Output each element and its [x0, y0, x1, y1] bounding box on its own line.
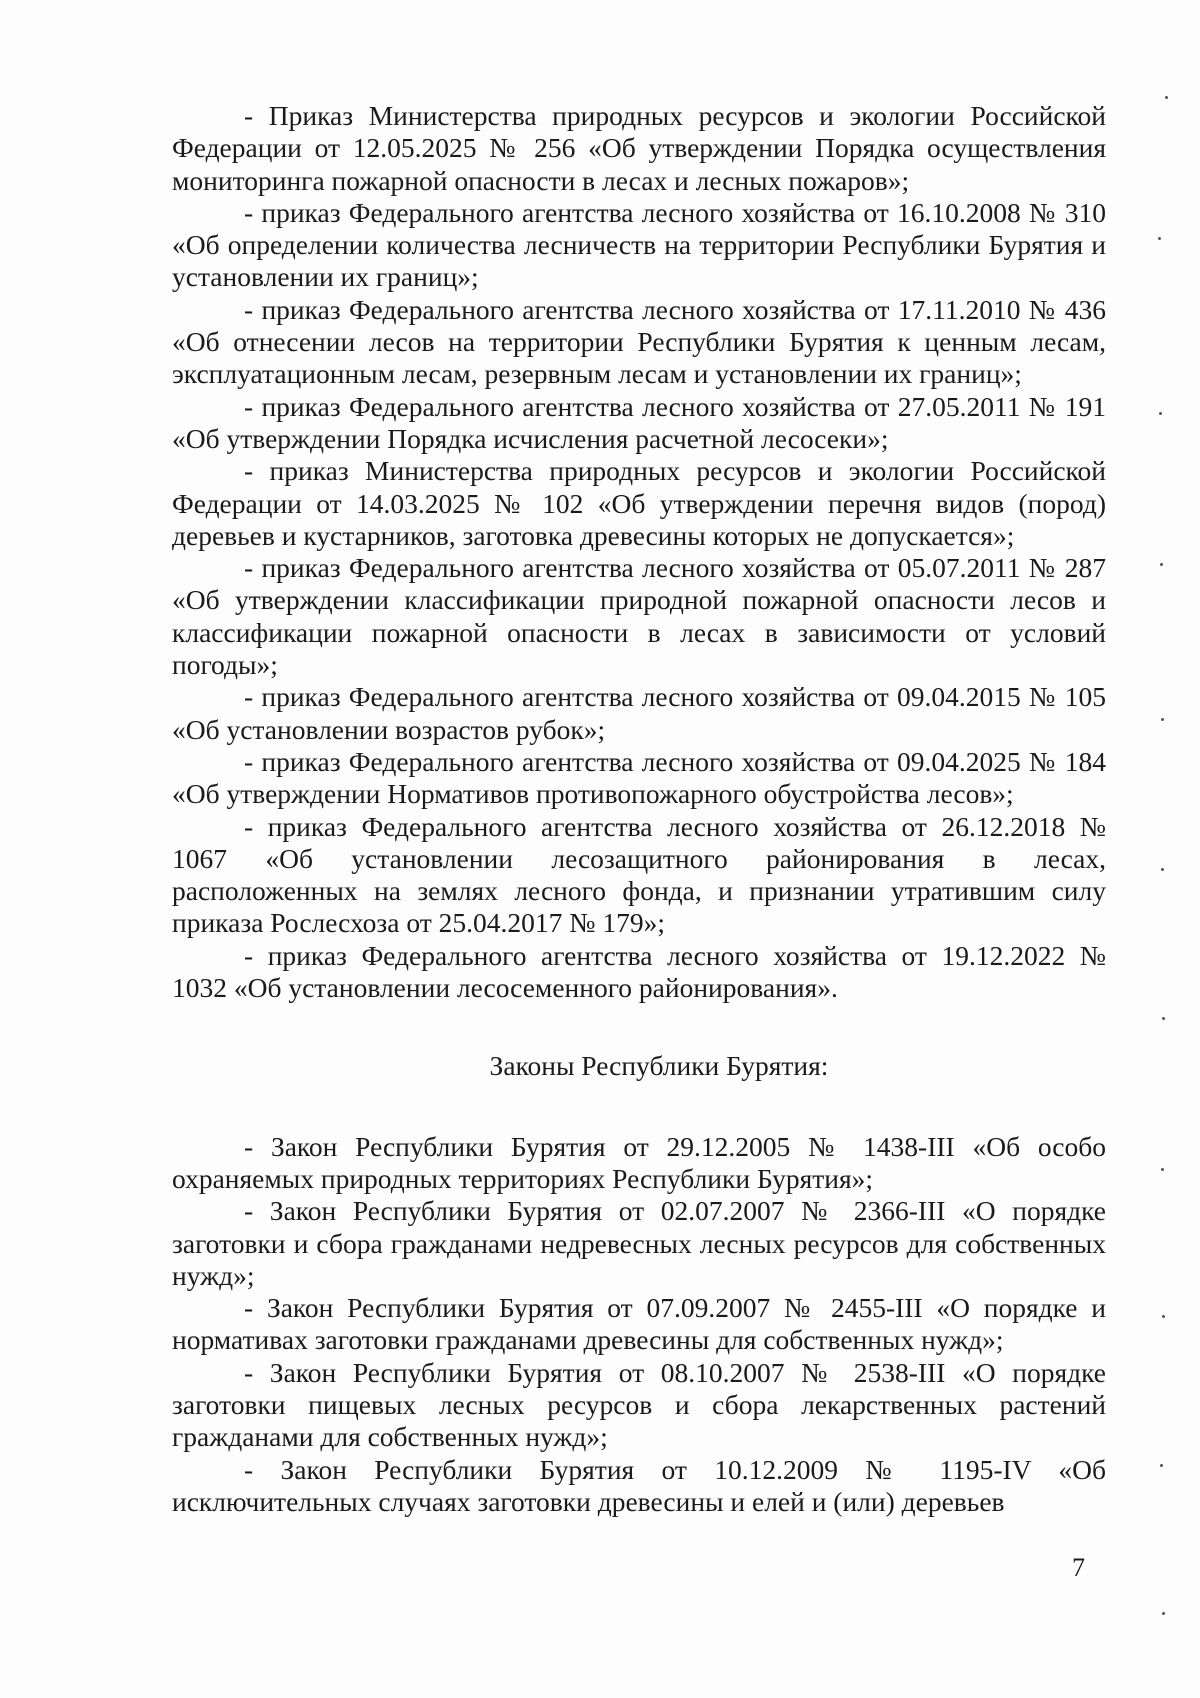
scan-speck — [1161, 1168, 1164, 1171]
scan-speck — [1162, 1315, 1165, 1318]
federal-order-item: - приказ Министерства природных ресурсов и экологии Российской Федерации от 14.03.2025 № 102 «Об утверждении перечня видов (пород) деревьев и кустарников, заготовка древесины которых не допускается»; — [172, 455, 1106, 551]
federal-order-item: - приказ Федерального агентства лесного хозяйства от 17.11.2010 № 436 «Об отнесении лесов на территории Республики Бурятия к ценным лесам, эксплуатационным лесам, резервным лесам и установлении их границ»; — [172, 293, 1106, 390]
federal-order-item: - приказ Федерального агентства лесного хозяйства от 05.07.2011 № 287 «Об утверждении классификации природной пожарной опасности лесов и классификации пожарной опасности в лесах в зависимости от условий погоды»; — [172, 552, 1106, 681]
scan-speck — [1162, 1017, 1165, 1020]
republic-law-item: - Закон Республики Бурятия от 02.07.2007 № 2366-III «О порядке заготовки и сбора гражданами недревесных лесных ресурсов для собственных нужд»; — [172, 1195, 1106, 1291]
scan-speck — [1161, 718, 1164, 721]
scan-speck — [1159, 412, 1162, 415]
federal-order-item: - приказ Федерального агентства лесного хозяйства от 16.10.2008 № 310 «Об определении количества лесничеств на территории Республики Бурятия и установлении их границ»; — [172, 196, 1106, 293]
section-heading: Законы Республики Бурятия: — [489, 1050, 829, 1082]
scan-speck — [1162, 1612, 1165, 1615]
federal-order-item: - Приказ Министерства природных ресурсов и экологии Российской Федерации от 12.05.2025 № 256 «Об утверждении Порядка осуществления мониторинга пожарной опасности в лесах и лесных пожаров»; — [172, 100, 1106, 196]
document-body — [172, 100, 1106, 1518]
republic-law-item: - Закон Республики Бурятия от 29.12.2005 № 1438-III «Об особо охраняемых природных территориях Республики Бурятия»; — [172, 1130, 1106, 1194]
page-number: 7 — [1072, 1553, 1085, 1582]
federal-order-item: - приказ Федерального агентства лесного хозяйства от 09.04.2025 № 184 «Об утверждении Нормативов противопожарного обустройства лесов»; — [172, 745, 1106, 810]
republic-law-item: - Закон Республики Бурятия от 10.12.2009 № 1195-IV «Об исключительных случаях заготовки древесины и елей и (или) деревьев — [172, 1453, 1106, 1517]
federal-order-item: - приказ Федерального агентства лесного хозяйства от 27.05.2011 № 191 «Об утверждении Порядка исчисления расчетной лесосеки»; — [172, 390, 1106, 454]
scan-speck — [1160, 563, 1163, 566]
federal-order-item: - приказ Федерального агентства лесного хозяйства от 19.12.2022 № 1032 «Об установлении лесосеменного районирования». — [172, 939, 1106, 1004]
federal-order-item: - приказ Федерального агентства лесного хозяйства от 09.04.2015 № 105 «Об установлении возрастов рубок»; — [172, 681, 1106, 745]
scan-speck — [1165, 96, 1168, 99]
scan-speck — [1160, 1464, 1163, 1467]
federal-order-item: - приказ Федерального агентства лесного хозяйства от 26.12.2018 № 1067 «Об установлении лесозащитного районирования в лесах, расположенных на землях лесного фонда, и признании утратившим силу приказа Рослесхоза от 25.04.2017 № 179»; — [172, 810, 1106, 939]
republic-law-item: - Закон Республики Бурятия от 08.10.2007 № 2538-III «О порядке заготовки пищевых лесных ресурсов и сбора лекарственных растений гражданами для собственных нужд»; — [172, 1356, 1106, 1453]
scan-speck — [1158, 237, 1161, 240]
scan-speck — [1161, 868, 1164, 871]
republic-law-item: - Закон Республики Бурятия от 07.09.2007 № 2455-III «О порядке и нормативах заготовки гражданами древесины для собственных нужд»; — [172, 1292, 1106, 1356]
